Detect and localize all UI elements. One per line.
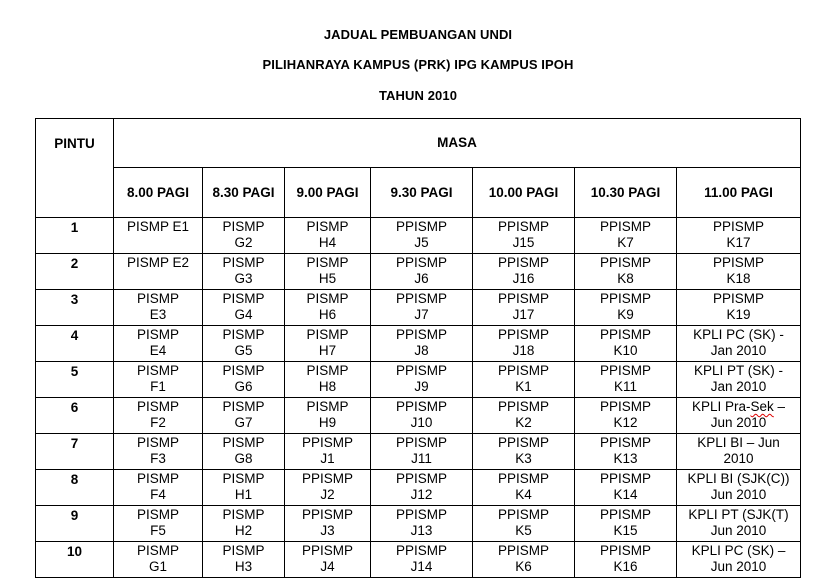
cell-text: PPISMP J13: [395, 507, 447, 538]
schedule-cell: [285, 218, 371, 254]
schedule-cell: [473, 218, 575, 254]
masa-header: MASA: [114, 119, 801, 168]
cell-text: PPISMP J12: [395, 471, 447, 502]
cell-text: KPLI PT (SK) - Jan 2010: [694, 363, 784, 394]
table-row: [36, 290, 801, 326]
document-title: JADUAL PEMBUANGAN UNDI: [323, 27, 513, 42]
schedule-cell: [575, 362, 677, 398]
cell-text: PISMP H9: [306, 399, 349, 430]
schedule-cell: [203, 470, 285, 506]
cell-text: PPISMP K1: [497, 363, 549, 394]
schedule-cell: [473, 434, 575, 470]
cell-text: PISMP F2: [136, 399, 179, 430]
cell-text: PISMP H5: [306, 255, 349, 286]
cell-text: KPLI PC (SK) – Jun 2010: [691, 543, 786, 574]
schedule-cell: [473, 254, 575, 290]
time-header: 10.30 PAGI: [575, 168, 677, 218]
cell-text: PISMP G1: [136, 543, 179, 574]
schedule-cell: [575, 506, 677, 542]
schedule-cell: [285, 506, 371, 542]
cell-text: PPISMP J5: [395, 219, 447, 250]
schedule-cell: [677, 434, 801, 470]
cell-text: PISMP G6: [222, 363, 265, 394]
schedule-cell: [371, 398, 473, 434]
cell-text: PISMP G7: [222, 399, 265, 430]
schedule-cell: [114, 362, 203, 398]
schedule-cell: [285, 362, 371, 398]
schedule-cell: [285, 542, 371, 578]
table-row: [36, 506, 801, 542]
table-row: [36, 326, 801, 362]
pintu-number: 3: [36, 290, 114, 326]
cell-text: PISMP E4: [136, 327, 179, 358]
schedule-cell: [677, 542, 801, 578]
time-header: 10.00 PAGI: [473, 168, 575, 218]
time-header: 9.00 PAGI: [285, 168, 371, 218]
pintu-number: 2: [36, 254, 114, 290]
schedule-cell: [114, 218, 203, 254]
schedule-cell: [371, 542, 473, 578]
document-subtitle: PILIHANRAYA KAMPUS (PRK) IPG KAMPUS IPOH: [262, 57, 574, 72]
cell-text: PISMP F3: [136, 435, 179, 466]
cell-text: PPISMP J15: [497, 219, 549, 250]
cell-text: PPISMP J10: [395, 399, 447, 430]
schedule-cell: [203, 506, 285, 542]
cell-text: PISMP H4: [306, 219, 349, 250]
pintu-number: 8: [36, 470, 114, 506]
table-row: [36, 218, 801, 254]
table-row: [36, 362, 801, 398]
cell-text: PPISMP J16: [497, 255, 549, 286]
cell-text: PPISMP J18: [497, 327, 549, 358]
table-row: [36, 398, 801, 434]
schedule-cell: [285, 290, 371, 326]
cell-text: PPISMP K4: [497, 471, 549, 502]
cell-text: PISMP G4: [222, 291, 265, 322]
cell-text: PISMP F1: [136, 363, 179, 394]
schedule-cell: [473, 506, 575, 542]
schedule-cell: [677, 470, 801, 506]
schedule-cell: [371, 254, 473, 290]
cell-text: PPISMP K15: [599, 507, 651, 538]
schedule-cell: [203, 362, 285, 398]
cell-text: PPISMP J4: [301, 543, 353, 574]
cell-text: PPISMP J14: [395, 543, 447, 574]
cell-text: PISMP F5: [136, 507, 179, 538]
schedule-cell: [677, 290, 801, 326]
cell-text: PPISMP J8: [395, 327, 447, 358]
schedule-cell: [473, 362, 575, 398]
cell-text: PISMP G8: [222, 435, 265, 466]
cell-text: PPISMP K17: [713, 219, 765, 250]
schedule-cell: [114, 542, 203, 578]
cell-text: PPISMP J9: [395, 363, 447, 394]
pintu-number: 9: [36, 506, 114, 542]
cell-text: PPISMP K14: [599, 471, 651, 502]
time-header: 11.00 PAGI: [677, 168, 801, 218]
schedule-cell: [203, 218, 285, 254]
cell-text: PPISMP J17: [497, 291, 549, 322]
cell-text: PPISMP K9: [599, 291, 651, 322]
pintu-number: 6: [36, 398, 114, 434]
schedule-cell: [285, 470, 371, 506]
cell-text: KPLI PC (SK) - Jan 2010: [693, 327, 784, 358]
schedule-cell: [473, 290, 575, 326]
schedule-cell: [114, 398, 203, 434]
cell-text: PPISMP K10: [599, 327, 651, 358]
cell-text: PPISMP K8: [599, 255, 651, 286]
time-header: 8.30 PAGI: [203, 168, 285, 218]
schedule-cell: [114, 326, 203, 362]
schedule-cell: [677, 218, 801, 254]
schedule-cell: [371, 218, 473, 254]
schedule-cell: [285, 434, 371, 470]
schedule-cell: [473, 542, 575, 578]
schedule-cell: [575, 218, 677, 254]
schedule-cell: [203, 434, 285, 470]
table-row: [36, 470, 801, 506]
pintu-number: 4: [36, 326, 114, 362]
schedule-cell: [677, 362, 801, 398]
schedule-cell: [114, 290, 203, 326]
schedule-cell: [473, 470, 575, 506]
schedule-cell: [371, 362, 473, 398]
cell-text: PISMP E3: [136, 291, 179, 322]
document-year: TAHUN 2010: [378, 88, 458, 103]
cell-text: PPISMP K11: [599, 363, 651, 394]
cell-text: PISMP G2: [222, 219, 265, 250]
pintu-number: 5: [36, 362, 114, 398]
pintu-number: 7: [36, 434, 114, 470]
schedule-cell: [114, 434, 203, 470]
schedule-cell: [575, 398, 677, 434]
schedule-cell: [371, 470, 473, 506]
schedule-cell: [114, 470, 203, 506]
time-header: 9.30 PAGI: [371, 168, 473, 218]
time-header: 8.00 PAGI: [114, 168, 203, 218]
cell-text: PPISMP K18: [713, 255, 765, 286]
schedule-table: [35, 118, 801, 578]
schedule-cell: [203, 542, 285, 578]
schedule-cell: [203, 398, 285, 434]
schedule-cell: [473, 398, 575, 434]
pintu-header: PINTU: [36, 119, 114, 218]
schedule-cell: [677, 398, 801, 434]
cell-text: PISMP H2: [222, 507, 265, 538]
cell-text: PPISMP J7: [395, 291, 447, 322]
schedule-cell: [371, 290, 473, 326]
schedule-cell: [371, 506, 473, 542]
schedule-cell: [285, 398, 371, 434]
cell-text: PISMP E1: [126, 219, 190, 234]
schedule-cell: [285, 326, 371, 362]
cell-text: PISMP H8: [306, 363, 349, 394]
cell-text: PISMP H3: [222, 543, 265, 574]
cell-text: PPISMP K6: [497, 543, 549, 574]
schedule-cell: [371, 326, 473, 362]
cell-text: PPISMP J1: [301, 435, 353, 466]
cell-text: PPISMP K2: [497, 399, 549, 430]
pintu-number: 1: [36, 218, 114, 254]
cell-text: PISMP H7: [306, 327, 349, 358]
cell-text: PPISMP J2: [301, 471, 353, 502]
schedule-cell: [575, 254, 677, 290]
cell-text: PPISMP K5: [497, 507, 549, 538]
cell-text: PPISMP K19: [713, 291, 765, 322]
table-row: [36, 542, 801, 578]
schedule-cell: [575, 434, 677, 470]
cell-text: PPISMP K3: [497, 435, 549, 466]
cell-text: PISMP F4: [136, 471, 179, 502]
schedule-cell: [114, 506, 203, 542]
schedule-cell: [203, 254, 285, 290]
cell-text: KPLI BI – Jun 2010: [697, 435, 780, 466]
pintu-number: 10: [36, 542, 114, 578]
schedule-cell: [114, 254, 203, 290]
cell-text: PPISMP J11: [395, 435, 447, 466]
cell-text: PISMP H6: [306, 291, 349, 322]
cell-text: PPISMP J3: [301, 507, 353, 538]
schedule-cell: [575, 290, 677, 326]
schedule-cell: [203, 326, 285, 362]
cell-text: PPISMP K16: [599, 543, 651, 574]
table-row: [36, 254, 801, 290]
cell-text: PISMP H1: [222, 471, 265, 502]
cell-text: PISMP E2: [126, 255, 190, 270]
schedule-cell: [285, 254, 371, 290]
cell-text: PISMP G3: [222, 255, 265, 286]
time-header-row: [36, 168, 801, 218]
cell-text: PPISMP K13: [599, 435, 651, 466]
schedule-cell: [677, 326, 801, 362]
cell-text: KPLI BI (SJK(C)) Jun 2010: [687, 471, 790, 502]
cell-text: KPLI PT (SJK(T) Jun 2010: [688, 507, 789, 538]
schedule-cell: [677, 254, 801, 290]
schedule-cell: [473, 326, 575, 362]
schedule-cell: [203, 290, 285, 326]
schedule-cell: [575, 470, 677, 506]
table-row: [36, 434, 801, 470]
cell-text: PPISMP J6: [395, 255, 447, 286]
cell-text: PPISMP K7: [599, 219, 651, 250]
schedule-cell: [677, 506, 801, 542]
schedule-cell: [575, 326, 677, 362]
schedule-cell: [371, 434, 473, 470]
cell-text: KPLI Pra-Sek – Jun 2010: [692, 399, 786, 430]
cell-text: PISMP G5: [222, 327, 265, 358]
schedule-cell: [575, 542, 677, 578]
cell-text: PPISMP K12: [599, 399, 651, 430]
